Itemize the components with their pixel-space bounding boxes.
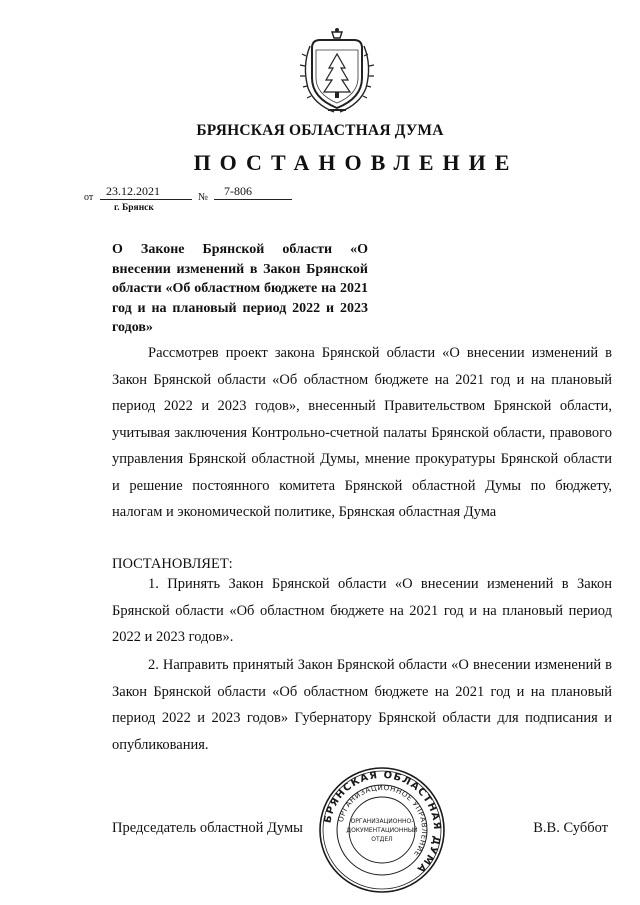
date-underline — [100, 199, 192, 200]
preamble-paragraph: Рассмотрев проект закона Брянской области «О внесении изменений в Закон Брянской области «Об областном бюджете на 2021 год и на плановый период 2022 и 2023 годов», внесенный Правительством Брянской области, учитывая заключения Контрольно-счетной палаты Брянской области, правового управления Брянской областной Думы, мнение прокуратуры Брянской области и решение постоянного комитета Брянской областной Думы по бюджету, налогам и экономической политике, Брянская областная Дума — [112, 345, 612, 520]
svg-text:ОРГАНИЗАЦИОННОЕ УПРАВЛЕНИЕ: ОРГАНИЗАЦИОННОЕ УПРАВЛЕНИЕ — [335, 782, 430, 859]
official-stamp — [318, 766, 446, 894]
svg-text:ОТДЕЛ: ОТДЕЛ — [371, 836, 393, 843]
resolve-heading: ПОСТАНОВЛЯЕТ: — [112, 556, 233, 572]
document-date: 23.12.2021 — [106, 184, 160, 198]
document-type-title: ПОСТАНОВЛЕНИЕ — [193, 150, 519, 175]
number-prefix: № — [198, 192, 209, 203]
svg-text:ОРГАНИЗАЦИОННО-: ОРГАНИЗАЦИОННО- — [350, 818, 414, 825]
signatory-position: Председатель областной Думы — [112, 820, 303, 836]
signatory-name: В.В. Суббот — [533, 820, 608, 836]
number-underline — [214, 199, 292, 200]
document-subject: О Законе Брянской области «О внесении изменений в Закон Брянской области «Об областном бюджете на 2021 год и на плановый период 2022 и 2023 годов» — [112, 242, 368, 336]
document-city: г. Брянск — [114, 203, 154, 213]
document-number: 7-806 — [224, 184, 252, 198]
svg-text:БРЯНСКАЯ ОБЛАСТНАЯ ДУМА: БРЯНСКАЯ ОБЛАСТНАЯ ДУМА — [322, 769, 443, 876]
resolution-item-1: 1. Принять Закон Брянской области «О внесении изменений в Закон Брянской области «Об областном бюджете на 2021 год и на плановый период 2022 и 2023 годов». — [112, 576, 612, 645]
date-prefix: от — [84, 192, 94, 203]
org-name: БРЯНСКАЯ ОБЛАСТНАЯ ДУМА — [196, 122, 444, 139]
svg-text:ДОКУМЕНТАЦИОННЫЙ: ДОКУМЕНТАЦИОННЫЙ — [346, 827, 418, 834]
coat-of-arms-emblem — [298, 26, 376, 116]
resolution-item-2: 2. Направить принятый Закон Брянской области «О внесении изменений в Закон Брянской области «Об областном бюджете на 2021 год и на плановый период 2022 и 2023 годов» Губернатору Брянской области для подписания и опубликования. — [112, 657, 612, 753]
